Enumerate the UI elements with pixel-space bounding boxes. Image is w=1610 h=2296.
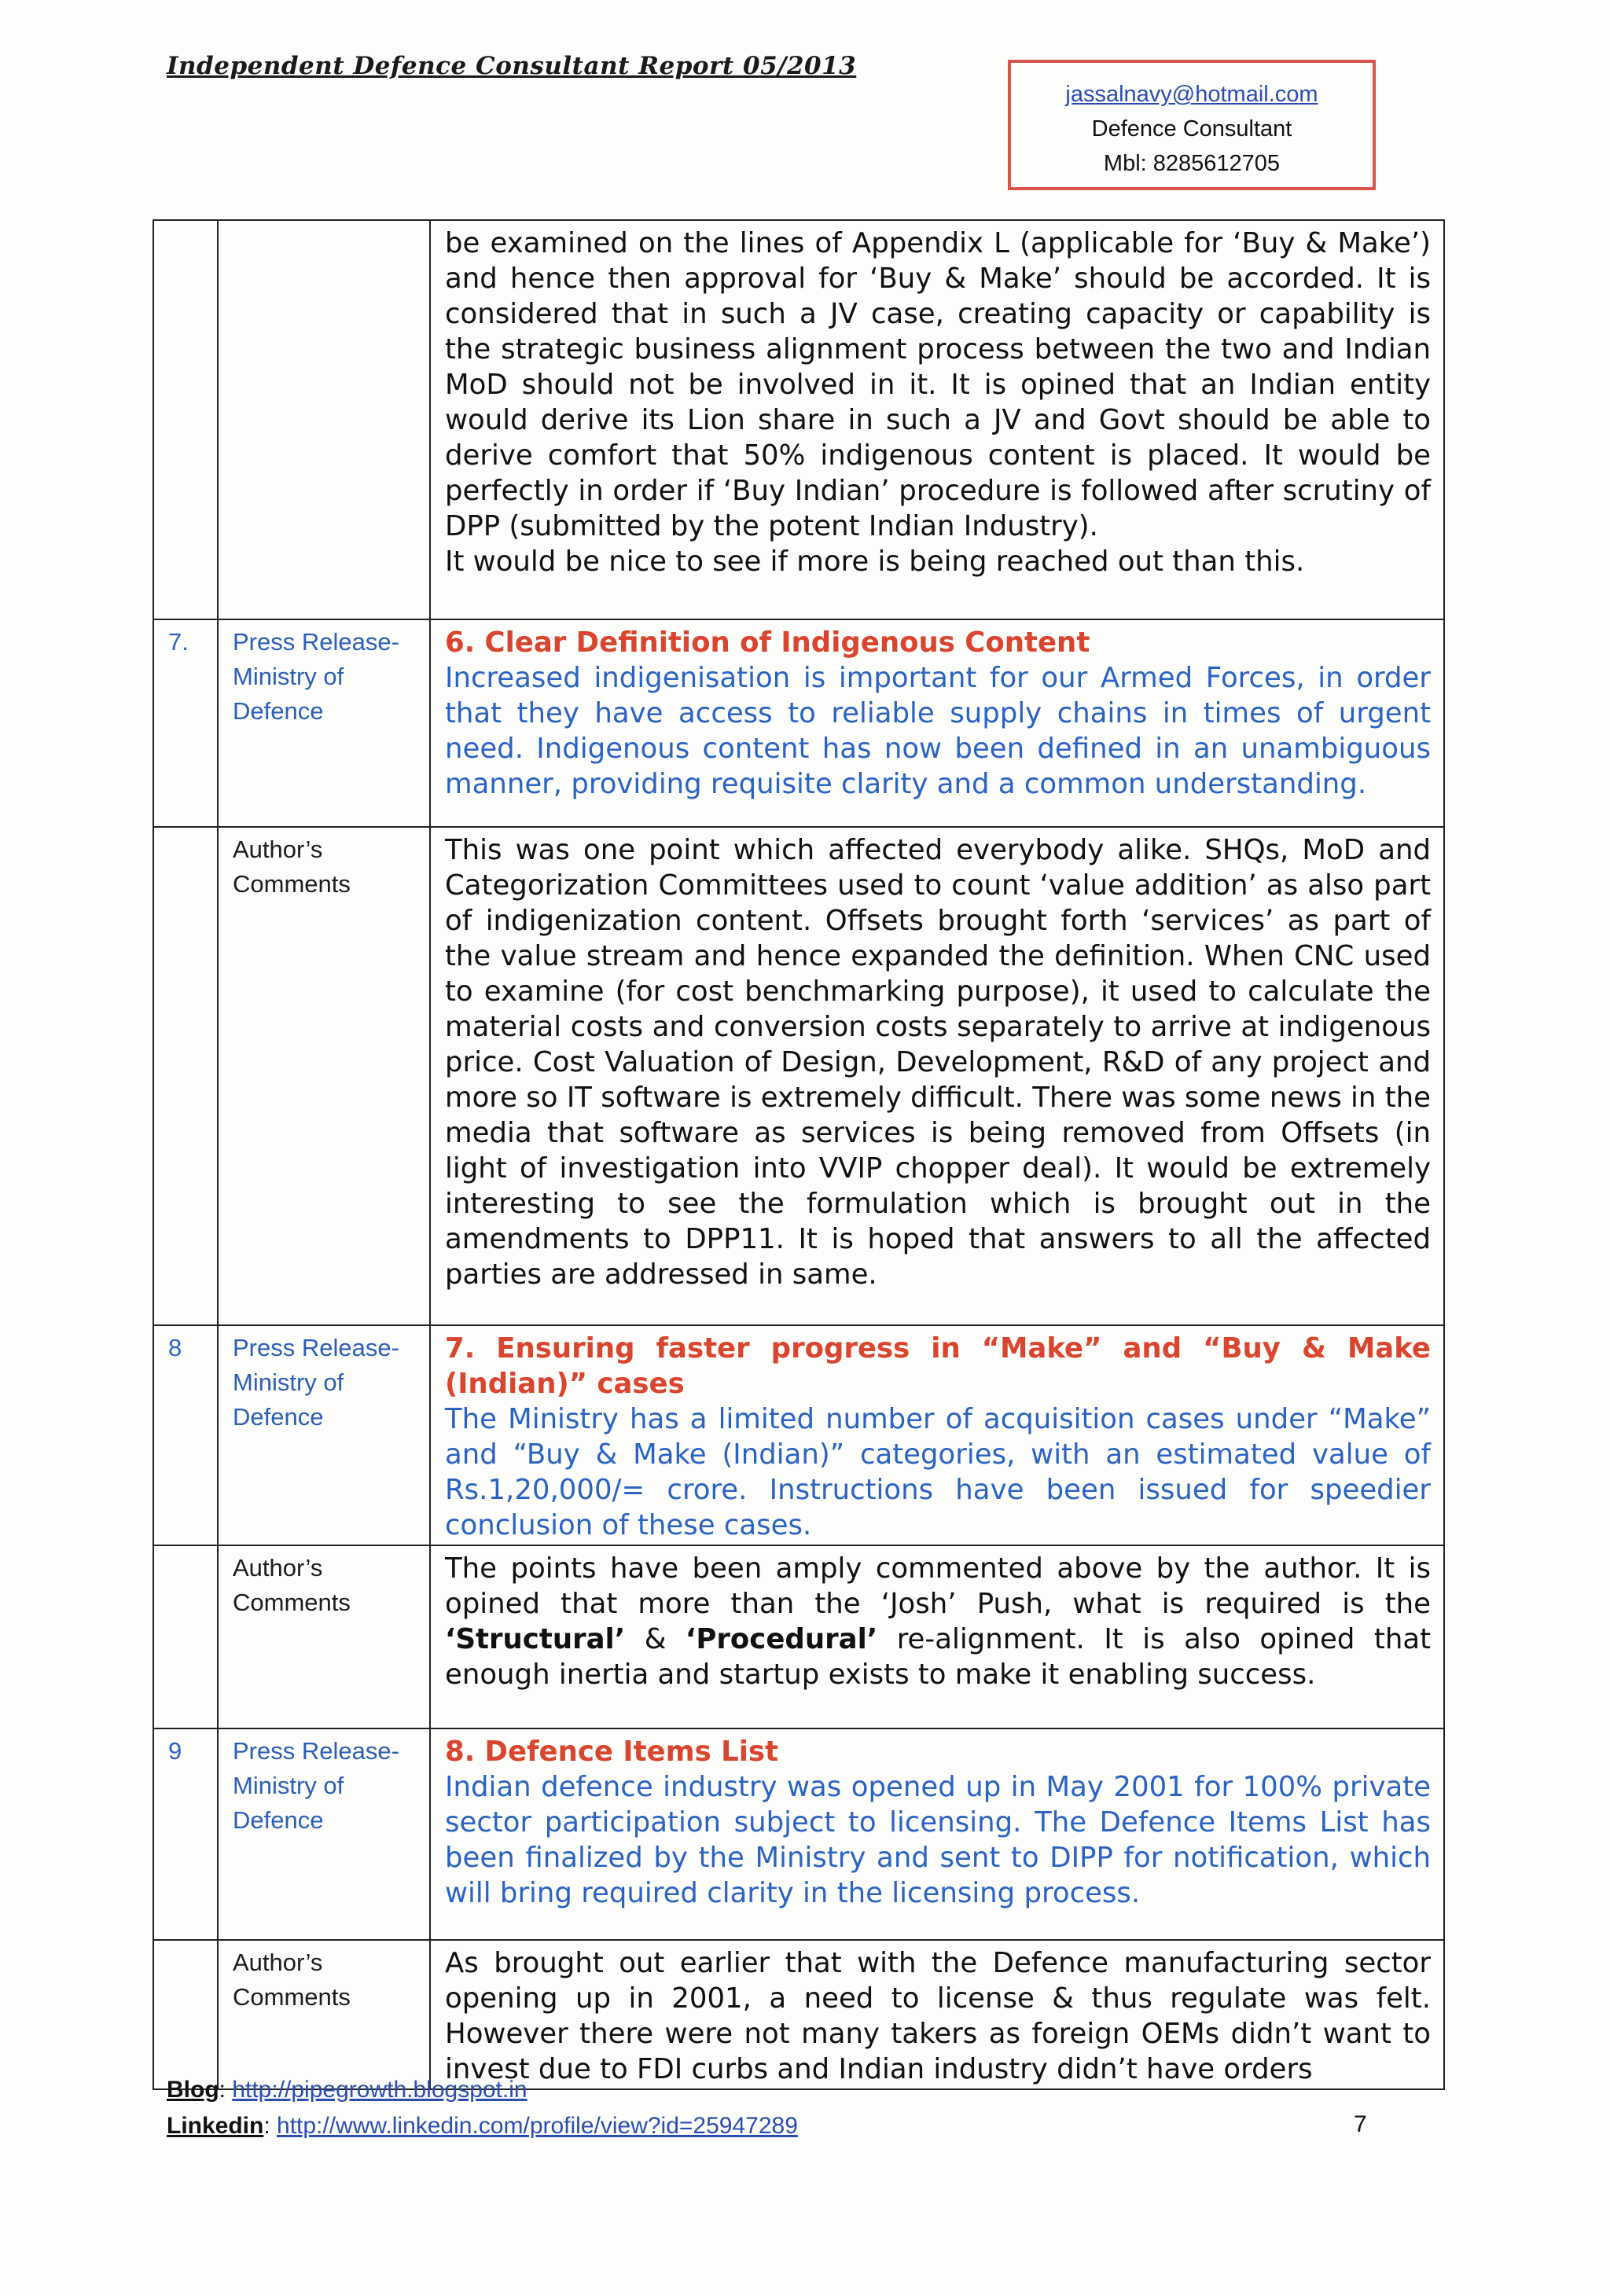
paragraph: be examined on the lines of Appendix L (applicable for ‘Buy & Make’) and hence then approval for ‘Buy & Make’ should be accorded. It is considered that in such a JV case, creating capacity or capability is the strategic business alignment process between the two and Indian MoD should not be involved in it. It is opined that an Indian entity would derive its Lion share in such a JV and Govt should be able to derive comfort that 50% indigenous content is placed. It would be perfectly in order if ‘Buy Indian’ procedure is followed after scrutiny of DPP (submitted by the potent Indian Industry). (445, 227, 1431, 542)
comparison-table (153, 219, 1445, 2090)
row-content (430, 220, 1444, 619)
blog-label: Blog (167, 2077, 219, 2103)
comment-text-part: The points have been amply commented above by the author. It is opined that more than the ‘Josh’ Push, what is required is the (445, 1552, 1431, 1620)
row-number (153, 1940, 218, 2089)
author-comment-text (445, 1551, 1431, 1692)
contact-mobile: Mbl: 8285612705 (1103, 151, 1281, 176)
press-release-text: Increased indigenisation is important for our Armed Forces, in order that they have access to reliable supply chains in times of urgent need. Indigenous content has now been defined in an unambiguous manner, providing requisite clarity and a common understanding. (445, 662, 1431, 800)
table-row (153, 619, 1444, 827)
table-row (153, 1728, 1444, 1940)
page-footer (167, 2072, 798, 2144)
page-number: 7 (1354, 2111, 1367, 2137)
author-comment-text: As brought out earlier that with the Defence manufacturing sector opening up in 2001, a need to license & thus regulate was felt. However there were not many takers as foreign OEMs didn’t want to invest due to FDI curbs and Indian industry didn’t have orders (445, 1947, 1431, 2085)
row-content (430, 619, 1444, 827)
table-row (153, 1940, 1444, 2089)
author-comment-text: This was one point which affected everybody alike. SHQs, MoD and Categorization Committees used to count ‘value addition’ as also part of indigenization content. Offsets brought forth ‘services’ as part of the value stream and hence expanded the definition. When CNC used to examine (for cost benchmarking purpose), it used to calculate the material costs and conversion costs separately to arrive at indigenous price. Cost Valuation of Design, Development, R&D of any project and more so IT software is extremely difficult. There was some news in the media that software as services is being removed from Offsets (in light of investigation into VVIP chopper deal). It would be extremely interesting to see the formulation which is brought out in the amendments to DPP11. It is hoped that answers to all the affected parties are addressed in same. (445, 834, 1431, 1291)
row-source: Author’s Comments (218, 1940, 430, 2089)
row-content (430, 1940, 1444, 2089)
row-source: Author’s Comments (218, 1545, 430, 1728)
press-release-text: The Ministry has a limited number of acquisition cases under “Make” and “Buy & Make (Indian)” categories, with an estimated value of Rs.1,20,000/= crore. Instructions have been issued for speedier conclusion of these cases. (445, 1403, 1431, 1541)
comment-text-part: & (625, 1623, 686, 1655)
row-number: 7. (153, 619, 218, 827)
bold-term-procedural: ‘Procedural’ (685, 1623, 878, 1655)
row-content (430, 827, 1444, 1325)
row-number (153, 1545, 218, 1728)
linkedin-link[interactable]: http://www.linkedin.com/profile/view?id=25947289 (277, 2113, 798, 2139)
row-content (430, 1545, 1444, 1728)
row-number (153, 220, 218, 619)
section-heading: 8. Defence Items List (445, 1736, 778, 1768)
section-heading: 7. Ensuring faster progress in “Make” and “Buy & Make (Indian)” cases (445, 1332, 1431, 1400)
report-title: Independent Defence Consultant Report 05/2013 (167, 52, 857, 80)
press-release-text: Indian defence industry was opened up in May 2001 for 100% private sector participation subject to licensing. The Defence Items List has been finalized by the Ministry and sent to DIPP for notification, which will bring required clarity in the licensing process. (445, 1771, 1431, 1909)
blog-link[interactable]: http://pipegrowth.blogspot.in (232, 2077, 527, 2103)
bold-term-structural: ‘Structural’ (445, 1623, 626, 1655)
linkedin-label: Linkedin (167, 2113, 264, 2139)
blog-line: Blog: http://pipegrowth.blogspot.in (167, 2077, 527, 2103)
row-number: 9 (153, 1728, 218, 1940)
comment-text-part: re-alignment. It is also opined that enough inertia and startup exists to make it enabling success. (445, 1623, 1431, 1691)
contact-email-link[interactable]: jassalnavy@hotmail.com (1065, 82, 1318, 107)
table-row (153, 1325, 1444, 1545)
row-source: Press Release- Ministry of Defence (218, 619, 430, 827)
row-source: Press Release- Ministry of Defence (218, 1325, 430, 1545)
row-number: 8 (153, 1325, 218, 1545)
row-number (153, 827, 218, 1325)
row-source: Press Release- Ministry of Defence (218, 1728, 430, 1940)
contact-role: Defence Consultant (1091, 116, 1292, 141)
row-content (430, 1728, 1444, 1940)
table-row (153, 1545, 1444, 1728)
section-heading: 6. Clear Definition of Indigenous Content (445, 626, 1090, 659)
row-source (218, 220, 430, 619)
row-content (430, 1325, 1444, 1545)
table-row (153, 827, 1444, 1325)
linkedin-line: Linkedin: http://www.linkedin.com/profile/view?id=25947289 (167, 2113, 798, 2139)
row-source: Author’s Comments (218, 827, 430, 1325)
table-row (153, 220, 1444, 619)
paragraph: It would be nice to see if more is being reached out than this. (445, 546, 1305, 578)
contact-box (1008, 60, 1376, 190)
